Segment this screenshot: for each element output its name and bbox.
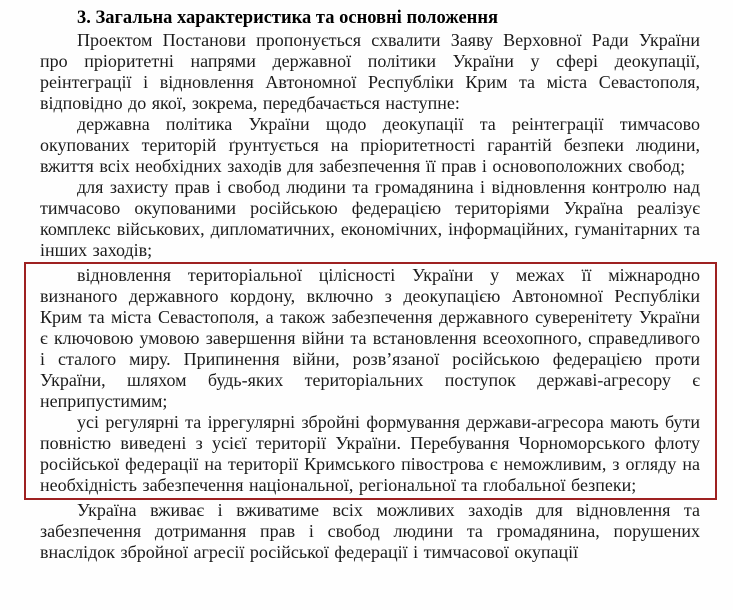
policy-paragraph-control: для захисту прав і свобод людини та громадянина і відновлення контролю над тимчасово окупованими російською федерацією територіями Україна реалізує комплекс військових, дипломатичних, економічних, інформаційних, гуманітарних та інших заходів; bbox=[40, 177, 700, 260]
policy-paragraph-security: державна політика України щодо деокупації та реінтеграції тимчасово окупованих територій ґрунтується на пріоритетності гарантій безпеки людини, вжиття всіх необхідних заходів для забезпечення її прав і основоположних свобод; bbox=[40, 114, 700, 176]
intro-paragraph: Проектом Постанови пропонується схвалити Заяву Верховної Ради України про пріоритетні напрями державної політики України у сфері деокупації, реінтеграції і відновлення Автономної Республіки Крим та міста Севастополя, відповідно до якої, зокрема, передбачається наступне: bbox=[40, 30, 700, 113]
highlighted-paragraph-territorial-integrity: відновлення територіальної цілісності України у межах її міжнародно визнаного державного кордону, включно з деокупацією Автономної Республіки Крим та міста Севастополя, а також забезпечення державного суверенітету України є ключовою умовою завершення війни та встановлення всеохопного, справедливого і сталого миру. Припинення війни, розв’язаної російською федерацією проти України, шляхом будь-яких територіальних поступок державі-агресору є неприпустимим; bbox=[40, 265, 700, 411]
closing-paragraph: Україна вживає і вживатиме всіх можливих заходів для відновлення та забезпечення дотримання прав і свобод людини та громадянина, порушених внаслідок збройної агресії російської федерації і тимчасової окупації bbox=[40, 500, 700, 562]
highlighted-paragraph-troop-withdrawal: усі регулярні та іррегулярні збройні формування держави-агресора мають бути повністю виведені з усієї території України. Перебування Чорноморського флоту російської федерації на території Кримського півострова є неможливим, з огляду на необхідність забезпечення національної, регіональної та глобальної безпеки; bbox=[40, 412, 700, 495]
section-heading: 3. Загальна характеристика та основні положення bbox=[77, 8, 498, 28]
red-annotation-box bbox=[24, 262, 717, 500]
